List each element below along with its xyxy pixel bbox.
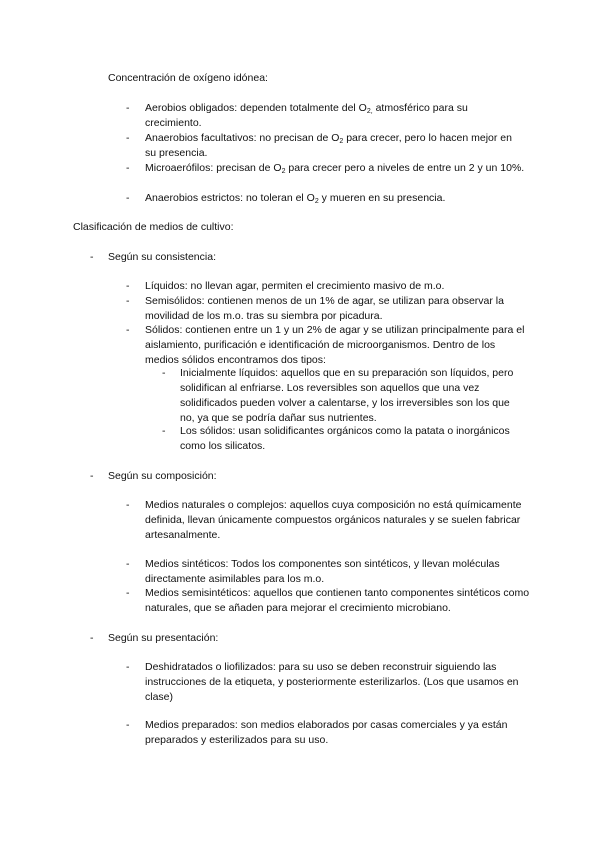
oxygen-item-microaerofilos: Microaerófilos: precisan de $O_2$ para crecer pero a niveles de entre un 2 y un 10%. xyxy=(145,162,525,175)
bullet-dash: - xyxy=(126,719,130,731)
bullet-dash: - xyxy=(126,499,130,511)
bullet-dash: - xyxy=(126,162,130,174)
oxygen-item-facultativos: Anaerobios facultativos: no precisan de $O_2$ para crecer, pero lo hacen mejor en su presencia. xyxy=(145,132,512,159)
bullet-dash: - xyxy=(90,251,94,263)
bullet-dash: - xyxy=(162,425,166,437)
composicion-naturales: Medios naturales o complejos: aquellos cuya composición no está químicamente definida, llevan únicamente compuestos orgánicos naturales y se suelen fabricar artesanalmente. xyxy=(145,499,522,541)
presentacion-title: Según su presentación: xyxy=(108,632,219,644)
bullet-dash: - xyxy=(126,102,130,114)
bullet-dash: - xyxy=(126,295,130,307)
solidos-subitem-inicialmente-liquidos: Inicialmente líquidos: aquellos que en su preparación son líquidos, pero solidifican al enfriarse. Los reversibles son aquellos que una vez solidificados pueden volver a calentarse, y los irreversibles son los que no, ya que se podría dañar sus nutrientes. xyxy=(180,367,514,424)
consistencia-title: Según su consistencia: xyxy=(108,251,216,263)
bullet-dash: - xyxy=(90,470,94,482)
bullet-dash: - xyxy=(126,132,130,144)
media-heading: Clasificación de medios de cultivo: xyxy=(73,221,234,233)
bullet-dash: - xyxy=(162,367,166,379)
composicion-title: Según su composición: xyxy=(108,470,217,482)
oxygen-heading: Concentración de oxígeno idónea: xyxy=(108,72,268,84)
oxygen-item-estrictos: Anaerobios estrictos: no toleran el $O_2$ y mueren en su presencia. xyxy=(145,192,446,205)
bullet-dash: - xyxy=(126,192,130,204)
bullet-dash: - xyxy=(90,632,94,644)
consistencia-liquidos: Líquidos: no llevan agar, permiten el crecimiento masivo de m.o. xyxy=(145,280,445,292)
presentacion-preparados: Medios preparados: son medios elaborados por casas comerciales y ya están preparados y esterilizados para su uso. xyxy=(145,719,508,746)
consistencia-semisolidos: Semisólidos: contienen menos de un 1% de agar, se utilizan para observar la movilidad de los m.o. tras su siembra por picadura. xyxy=(145,295,504,322)
consistencia-solidos: Sólidos: contienen entre un 1 y un 2% de agar y se utilizan principalmente para el aislamiento, purificación e identificación de microorganismos. Dentro de los medios sólidos encontramos dos tipos: xyxy=(145,324,525,366)
composicion-sinteticos: Medios sintéticos: Todos los componentes son sintéticos, y llevan moléculas directamente asimilables para los m.o. xyxy=(145,558,500,585)
solidos-subitem-los-solidos: Los sólidos: usan solidificantes orgánicos como la patata o inorgánicos como los silicatos. xyxy=(180,425,510,452)
bullet-dash: - xyxy=(126,280,130,292)
bullet-dash: - xyxy=(126,324,130,336)
bullet-dash: - xyxy=(126,661,130,673)
bullet-dash: - xyxy=(126,587,130,599)
bullet-dash: - xyxy=(126,558,130,570)
oxygen-item-aerobios: Aerobios obligados: dependen totalmente del $O_{2,}$ atmosférico para su crecimiento. xyxy=(145,102,468,129)
presentacion-deshidratados: Deshidratados o liofilizados: para su uso se deben reconstruir siguiendo las instrucciones de la etiqueta, y posteriormente esterilizarlos. (Los que usamos en clase) xyxy=(145,661,519,703)
composicion-semisinteticos: Medios semisintéticos: aquellos que contienen tanto componentes sintéticos como naturales, que se añaden para mejorar el crecimiento microbiano. xyxy=(145,587,530,614)
